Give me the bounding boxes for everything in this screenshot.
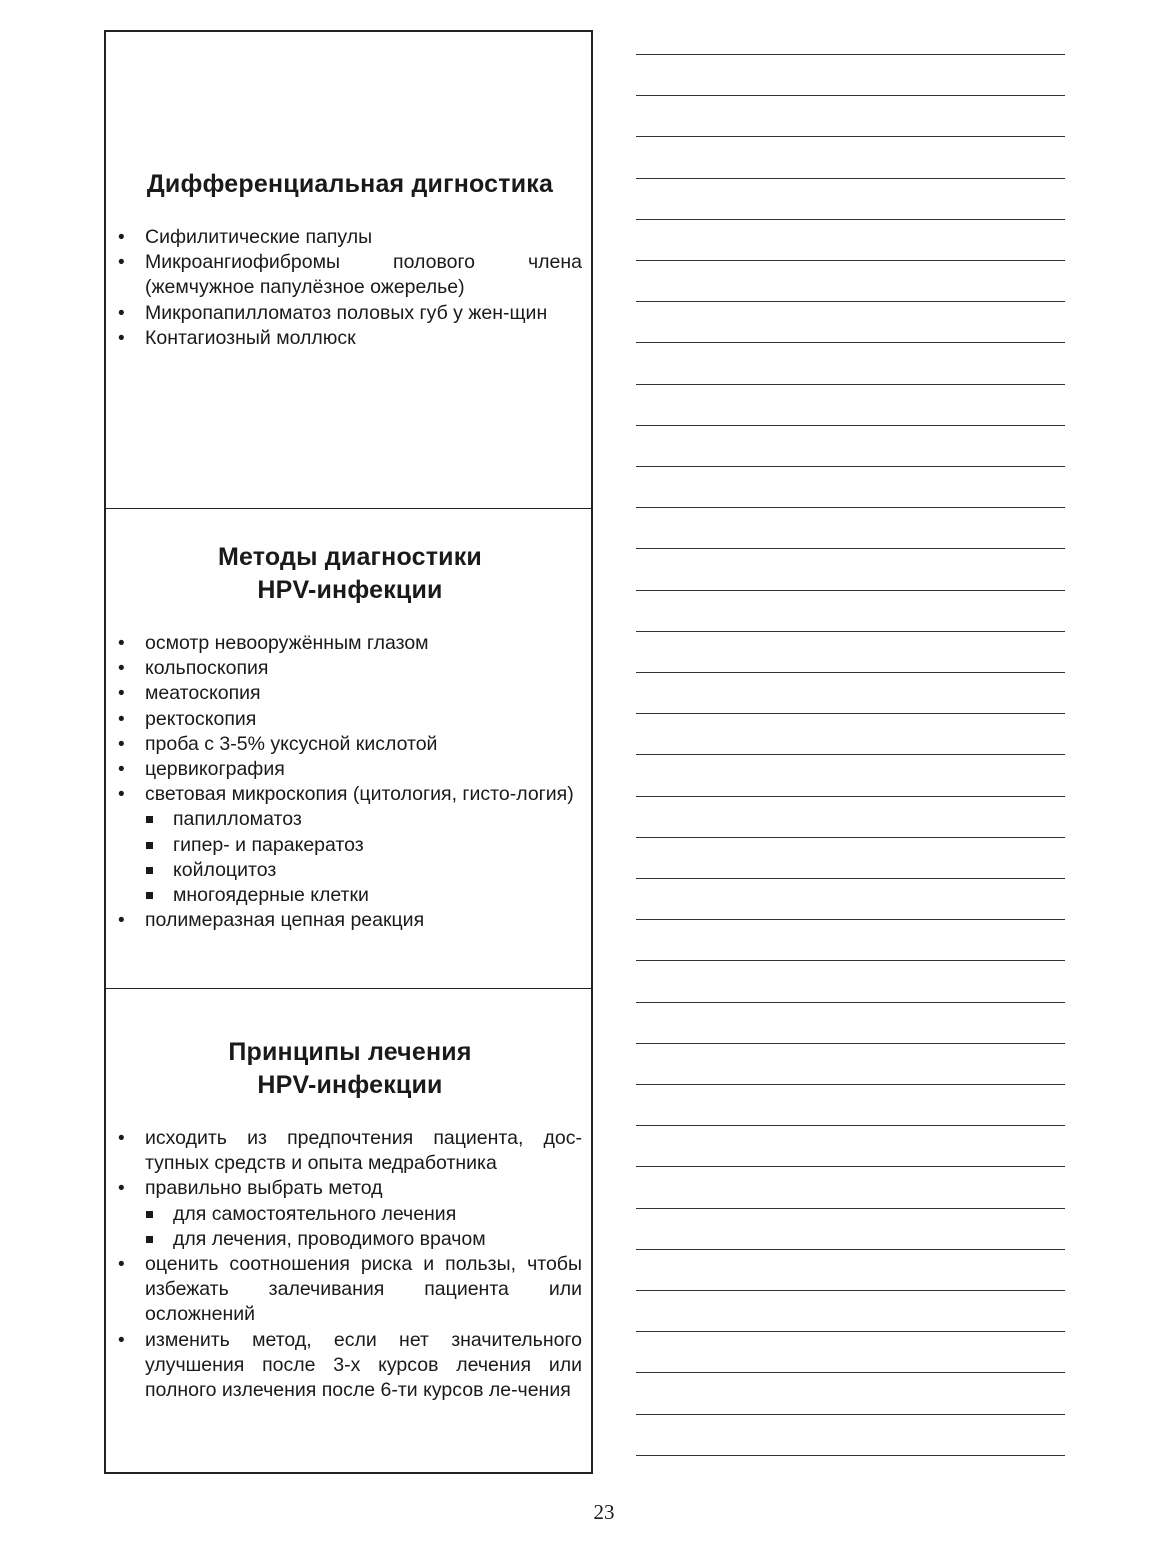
- slide-title-line: Методы диагностики: [217, 543, 482, 571]
- sub-list-item: [145, 1227, 582, 1252]
- sub-list: [145, 807, 582, 908]
- sub-list: [145, 1202, 582, 1252]
- list-item-text: ректоскопия: [145, 707, 257, 730]
- slide-title-line: HPV-инфекции: [257, 1071, 443, 1099]
- note-line: [636, 1372, 1065, 1373]
- note-line: [636, 178, 1065, 179]
- sub-list-item: [145, 833, 582, 858]
- page-number: 23: [593, 1500, 615, 1524]
- note-line: [636, 301, 1065, 302]
- note-line: [636, 796, 1065, 797]
- note-line: [636, 878, 1065, 879]
- note-line: [636, 384, 1065, 385]
- list-item-text: правильно выбрать метод: [145, 1177, 383, 1200]
- list-item: [118, 1252, 582, 1328]
- note-line: [636, 1208, 1065, 1209]
- list-item: [118, 1126, 582, 1176]
- list-item-text: Микроангиофибромы полового члена (жемчужное папулёзное ожерелье): [145, 251, 582, 299]
- bullet-icon: •: [118, 1178, 125, 1200]
- sub-list-item: [145, 1202, 582, 1227]
- slide-title-line: Принципы лечения: [228, 1038, 472, 1066]
- sub-list-item-text: многоядерные клетки: [173, 884, 369, 907]
- list-item-text: меатоскопия: [145, 682, 261, 705]
- bullet-icon: •: [118, 784, 125, 806]
- bullet-icon: •: [118, 227, 125, 248]
- note-line: [636, 1331, 1065, 1332]
- list-item-text: световая микроскопия (цитология, гисто-логия): [145, 783, 574, 806]
- note-line: [636, 837, 1065, 838]
- bullet-icon: •: [118, 759, 125, 781]
- notes-lines: [636, 54, 1065, 1464]
- list-item: [118, 681, 582, 706]
- bullet-icon: •: [118, 683, 125, 705]
- note-line: [636, 95, 1065, 96]
- sub-list-item: [145, 807, 582, 832]
- sub-list-item: [145, 883, 582, 908]
- list-item: [118, 656, 582, 681]
- list-item-text: цервикография: [145, 758, 285, 781]
- note-line: [636, 754, 1065, 755]
- list-item: [118, 250, 582, 300]
- sub-list-item-text: для лечения, проводимого врачом: [173, 1227, 486, 1250]
- list-item: [118, 1328, 582, 1404]
- list-item-text: проба с 3-5% уксусной кислотой: [145, 732, 438, 755]
- slides-column: [104, 30, 593, 1474]
- note-line: [636, 507, 1065, 508]
- note-line: [636, 919, 1065, 920]
- list-item: [118, 1176, 582, 1252]
- note-line: [636, 1249, 1065, 1250]
- note-line: [636, 960, 1065, 961]
- slide-diagnostic-methods: [106, 508, 591, 988]
- bullet-list: [118, 225, 582, 351]
- square-bullet-icon: [146, 1236, 153, 1243]
- square-bullet-icon: [146, 892, 153, 899]
- note-line: [636, 1084, 1065, 1085]
- slide-title-line: Дифференциальная дигностика: [146, 170, 554, 198]
- bullet-icon: •: [118, 1128, 125, 1149]
- note-line: [636, 1455, 1065, 1456]
- note-line: [636, 1166, 1065, 1167]
- sub-list-item: [145, 858, 582, 883]
- note-line: [636, 1002, 1065, 1003]
- list-item-text: изменить метод, если нет значительного улучшения после 3-х курсов лечения или полного излечения после 6-ти курсов ле-чения: [145, 1328, 582, 1402]
- list-item-text: Сифилитические папулы: [145, 226, 373, 248]
- note-line: [636, 466, 1065, 467]
- list-item-text: оценить соотношения риска и пользы, чтобы избежать залечивания пациента или осложнений: [145, 1253, 582, 1326]
- note-line: [636, 1290, 1065, 1291]
- sub-list-item-text: папилломатоз: [173, 808, 302, 831]
- list-item: [118, 707, 582, 732]
- bullet-list: [118, 631, 582, 933]
- note-line: [636, 136, 1065, 137]
- list-item: [118, 757, 582, 782]
- square-bullet-icon: [146, 867, 153, 874]
- list-item: [118, 908, 582, 933]
- note-line: [636, 590, 1065, 591]
- slide-title: [118, 1036, 582, 1102]
- list-item-text: исходить из предпочтения пациента, дос-тупных средств и опыта медработника: [145, 1127, 582, 1175]
- slide-title: [118, 541, 582, 607]
- list-item-text: Контагиозный моллюск: [145, 326, 356, 349]
- list-item: [118, 225, 582, 250]
- bullet-icon: •: [118, 910, 125, 932]
- list-item-text: полимеразная цепная реакция: [145, 909, 425, 932]
- bullet-list: [118, 1126, 582, 1403]
- note-line: [636, 260, 1065, 261]
- note-line: [636, 1043, 1065, 1044]
- note-line: [636, 219, 1065, 220]
- note-line: [636, 1125, 1065, 1126]
- note-line: [636, 342, 1065, 343]
- note-line: [636, 548, 1065, 549]
- sub-list-item-text: гипер- и паракератоз: [173, 833, 364, 856]
- list-item-text: осмотр невооружённым глазом: [145, 632, 429, 654]
- note-line: [636, 54, 1065, 55]
- list-item: [118, 631, 582, 656]
- list-item-text: кольпоскопия: [145, 657, 269, 680]
- list-item-text: Микропапилломатоз половых губ у жен-щин: [145, 301, 548, 324]
- bullet-icon: •: [118, 1329, 125, 1351]
- square-bullet-icon: [146, 1211, 153, 1218]
- square-bullet-icon: [146, 816, 153, 823]
- note-line: [636, 425, 1065, 426]
- square-bullet-icon: [146, 842, 153, 849]
- bullet-icon: •: [118, 633, 125, 654]
- bullet-icon: •: [118, 658, 125, 680]
- bullet-icon: •: [118, 733, 125, 755]
- bullet-icon: •: [118, 252, 125, 274]
- slide-title: [118, 168, 582, 201]
- note-line: [636, 631, 1065, 632]
- bullet-icon: •: [118, 327, 125, 349]
- bullet-icon: •: [118, 708, 125, 730]
- bullet-icon: •: [118, 302, 125, 324]
- slide-title-line: HPV-инфекции: [257, 576, 443, 604]
- list-item: [118, 732, 582, 757]
- note-line: [636, 713, 1065, 714]
- bullet-icon: •: [118, 1254, 125, 1276]
- sub-list-item-text: для самостоятельного лечения: [173, 1202, 457, 1225]
- note-line: [636, 1414, 1065, 1415]
- list-item: [118, 326, 582, 351]
- list-item: [118, 782, 582, 908]
- list-item: [118, 301, 582, 326]
- slide-differential-diagnosis: [106, 32, 591, 508]
- slide-treatment-principles: [106, 988, 591, 1472]
- note-line: [636, 672, 1065, 673]
- sub-list-item-text: койлоцитоз: [173, 858, 277, 881]
